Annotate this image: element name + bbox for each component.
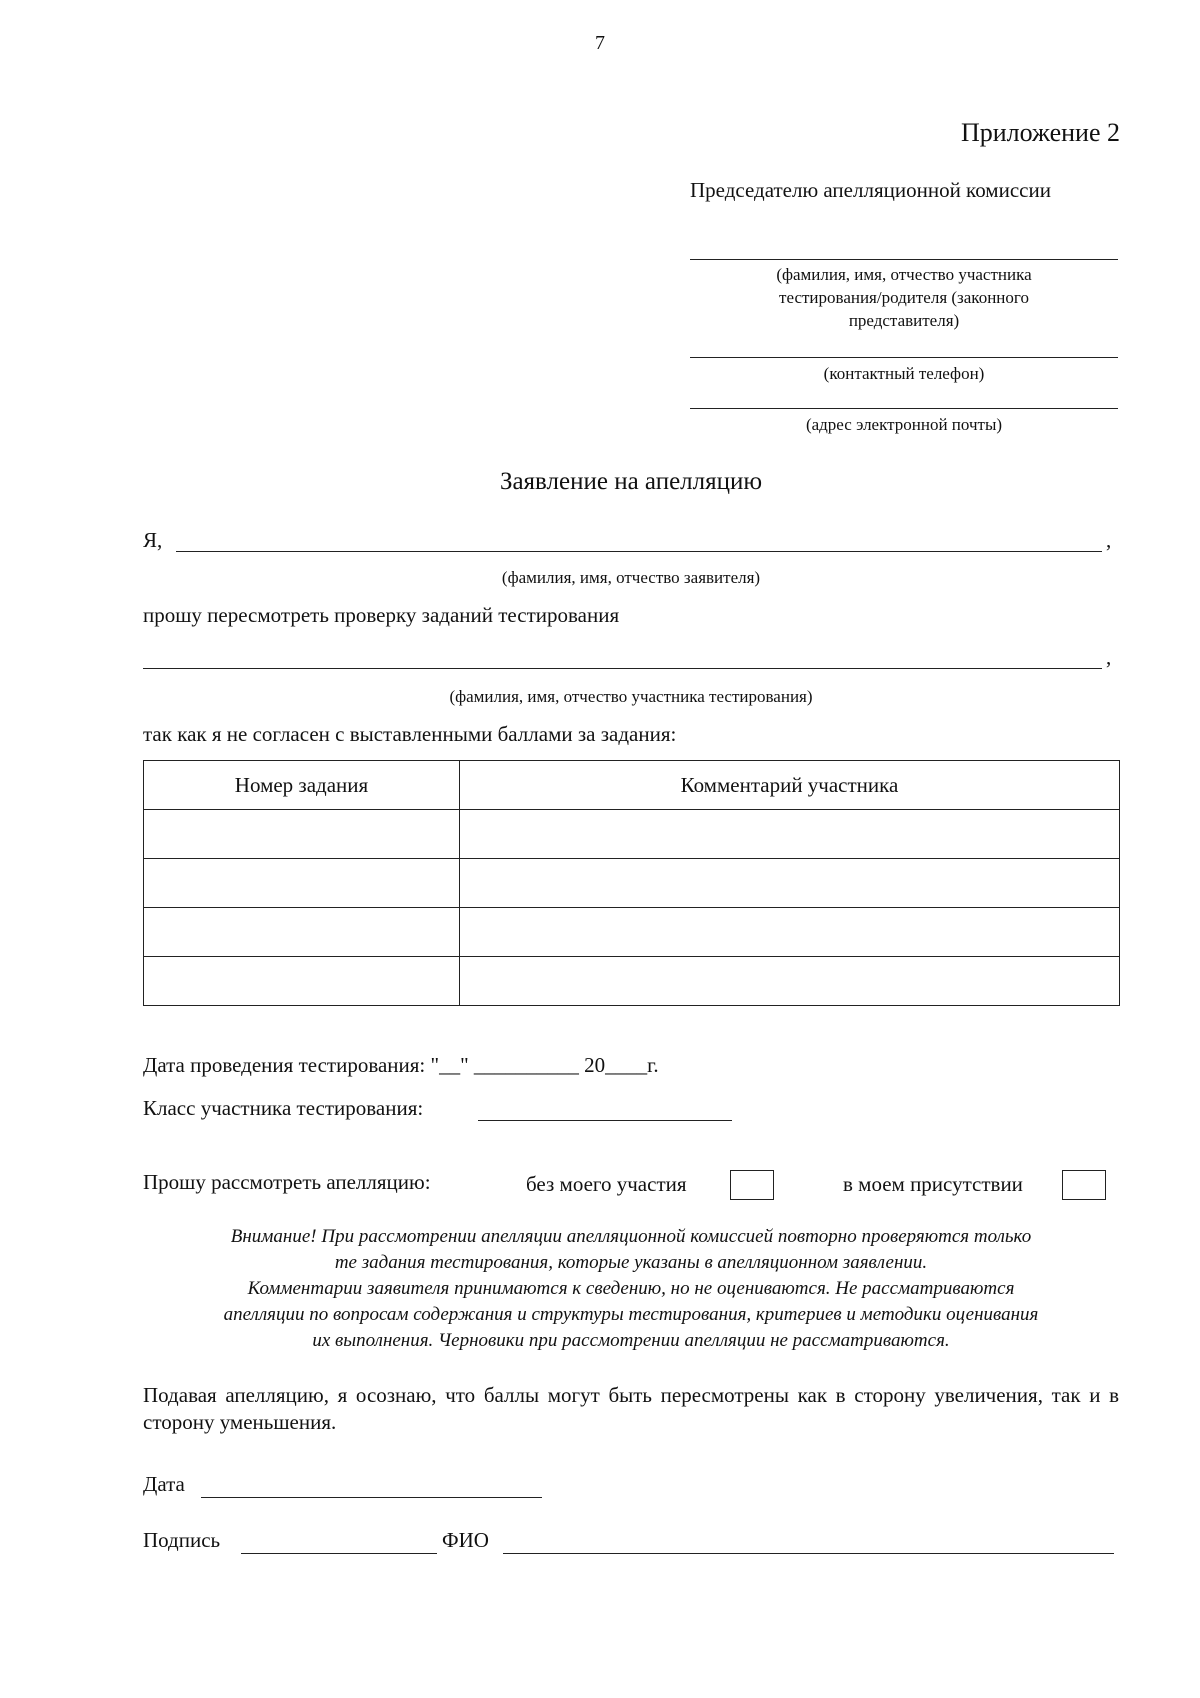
- tasks-table: [143, 760, 1120, 1006]
- notice-line: их выполнения. Черновики при рассмотрении апелляции не рассматриваются.: [312, 1330, 950, 1351]
- class-label: Класс участника тестирования:: [143, 1096, 424, 1120]
- applicant-caption: [690, 263, 1118, 332]
- class-field[interactable]: [478, 1120, 732, 1121]
- notice-line: апелляции по вопросам содержания и структуры тестирования, критериев и методики оценивания: [223, 1304, 1039, 1325]
- table-header-row: [144, 761, 1120, 810]
- applicant-caption-line: представителя): [848, 311, 960, 330]
- applicant-name-caption: (фамилия, имя, отчество заявителя): [501, 568, 761, 587]
- comment-cell[interactable]: [460, 908, 1120, 957]
- signature-label: Подпись: [143, 1528, 221, 1552]
- task-number-cell[interactable]: [144, 957, 460, 1006]
- form-title: Заявление на апелляцию: [499, 468, 763, 495]
- applicant-full-name-field[interactable]: [176, 551, 1102, 552]
- test-date-label: Дата проведения тестирования: "__" __________ 20____г.: [143, 1053, 659, 1077]
- line-i-label: Я,: [143, 528, 163, 552]
- participant-name-caption: (фамилия, имя, отчество участника тестирования): [449, 687, 813, 706]
- applicant-caption-line: тестирования/родителя (законного: [779, 288, 1029, 307]
- fio-label: ФИО: [442, 1528, 489, 1552]
- addressee: Председателю апелляционной комиссии: [690, 178, 1051, 202]
- email-caption: (адрес электронной почты): [805, 415, 1003, 434]
- table-row: [144, 908, 1120, 957]
- email-field[interactable]: [690, 408, 1118, 409]
- task-number-cell[interactable]: [144, 810, 460, 859]
- page-number: 7: [595, 32, 605, 54]
- column-header-task-number: Номер задания: [144, 761, 460, 810]
- table-row: [144, 859, 1120, 908]
- comment-cell[interactable]: [460, 859, 1120, 908]
- comma: ,: [1106, 645, 1112, 669]
- fio-field[interactable]: [503, 1553, 1114, 1554]
- signature-field[interactable]: [241, 1553, 437, 1554]
- notice-line: Внимание! При рассмотрении апелляции апелляционной комиссией повторно проверяются только: [230, 1226, 1032, 1247]
- appendix-label: Приложение 2: [960, 118, 1120, 147]
- table-row: [144, 810, 1120, 859]
- task-number-cell[interactable]: [144, 859, 460, 908]
- request-text: прошу пересмотреть проверку заданий тестирования: [143, 603, 620, 627]
- comment-cell[interactable]: [460, 810, 1120, 859]
- disagree-text: так как я не согласен с выставленными баллами за задания:: [143, 722, 677, 746]
- option-present-checkbox[interactable]: [1062, 1170, 1106, 1200]
- comment-cell[interactable]: [460, 957, 1120, 1006]
- date-field[interactable]: [201, 1497, 542, 1498]
- notice-line: те задания тестирования, которые указаны в апелляционном заявлении.: [334, 1252, 928, 1273]
- participant-name-field[interactable]: [143, 668, 1102, 669]
- task-number-cell[interactable]: [144, 908, 460, 957]
- table-row: [144, 957, 1120, 1006]
- option-present-label: в моем присутствии: [843, 1172, 1023, 1196]
- applicant-name-field[interactable]: [690, 259, 1118, 260]
- date-label: Дата: [143, 1472, 185, 1496]
- phone-caption: (контактный телефон): [823, 364, 985, 383]
- option-without-checkbox[interactable]: [730, 1170, 774, 1200]
- phone-field[interactable]: [690, 357, 1118, 358]
- awareness-text: Подавая апелляцию, я осознаю, что баллы могут быть пересмотрены как в сторону увеличения, так и в сторону уменьшения.: [143, 1383, 1119, 1434]
- column-header-comment: Комментарий участника: [460, 761, 1120, 810]
- notice: [143, 1224, 1119, 1354]
- applicant-caption-line: (фамилия, имя, отчество участника: [776, 265, 1032, 284]
- comma: ,: [1106, 528, 1112, 552]
- notice-line: Комментарии заявителя принимаются к сведению, но не оцениваются. Не рассматриваются: [247, 1278, 1015, 1299]
- option-without-label: без моего участия: [526, 1172, 687, 1196]
- review-label: Прошу рассмотреть апелляцию:: [143, 1170, 431, 1194]
